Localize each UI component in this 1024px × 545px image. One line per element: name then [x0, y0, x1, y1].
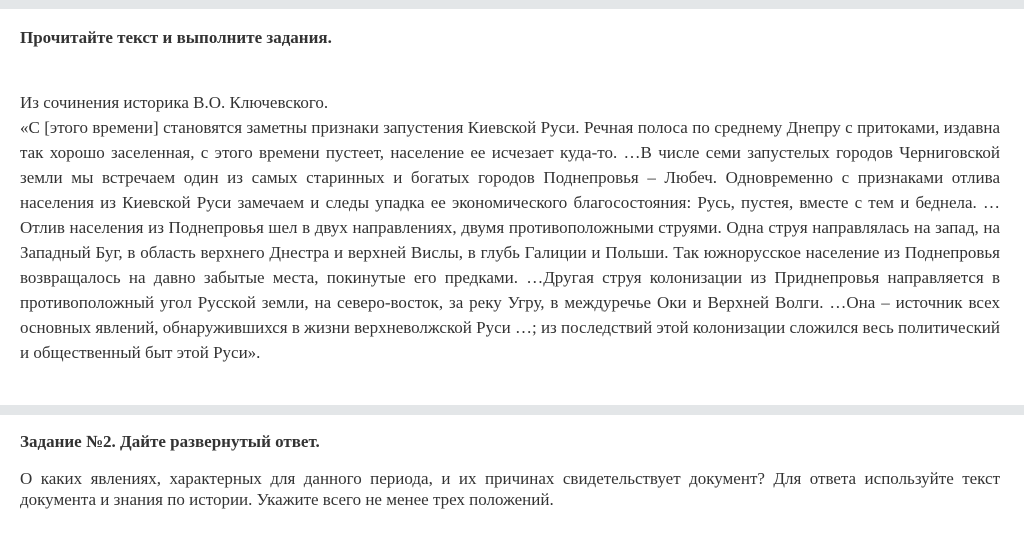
section-divider — [0, 405, 1024, 415]
instruction-heading: Прочитайте текст и выполните задания. — [20, 28, 332, 47]
task-heading: Задание №2. Дайте развернутый ответ. — [20, 432, 320, 451]
source-line: Из сочинения историка В.О. Ключевского. — [20, 93, 329, 112]
top-divider — [0, 0, 1024, 9]
quote-text: «С [этого времени] становятся заметны признаки запустения Киевской Руси. Речная полоса по среднему Днепру с притоками, издавна так хорошо заселенная, с этого времени пустеет, население ее исчезает куда-то. …В числе семи запустелых городов Черниговской земли мы встречаем один из самых старинных и богатых городов Поднепровья – Любеч. Одновременно с признаками отлива населения из Киевской Руси замечаем и следы упадка ее экономического благосостояния: Русь, пустея, вместе с тем и беднела. …Отлив населения из Поднепровья шел в двух направлениях, двумя противоположными струями. Одна струя направлялась на запад, на Западный Буг, в область верхнего Днестра и верхней Вислы, в глубь Галиции и Польши. Так южнорусское население из Поднепровья возвращалось на давно забытые места, покинутые его предками. …Другая струя колонизации из Приднепровья направляется в противоположный угол Русской земли, на северо-восток, за реку Угру, в междуречье Оки и Верхней Волги. …Она – источник всех основных явлений, обнаружившихся в жизни верхневолжской Руси …; из последствий этой колонизации сложился весь политический и общественный быт этой Руси». — [20, 118, 1000, 362]
task-text: О каких явлениях, характерных для данного периода, и их причинах свидетельствует документ? Для ответа используйте текст документа и знания по истории. Укажите всего не менее трех положений. — [20, 469, 1000, 509]
